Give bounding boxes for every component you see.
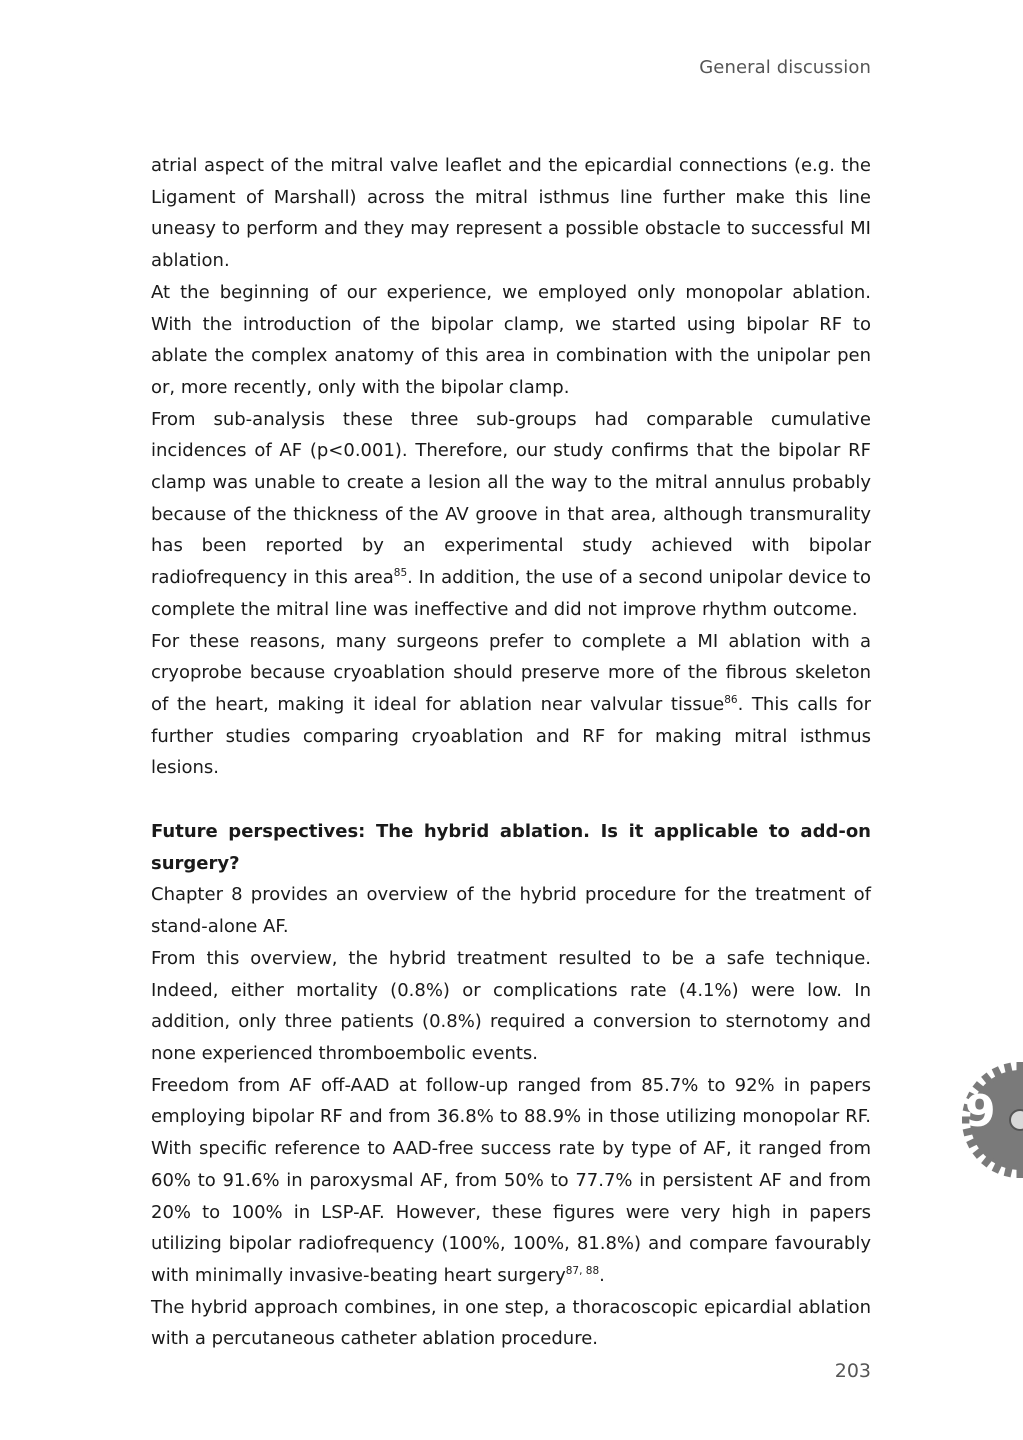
gear-hub <box>1010 1110 1023 1130</box>
chapter-number: 9 <box>965 1086 996 1137</box>
reference-superscript: 86 <box>724 693 738 706</box>
chapter-tab <box>962 1062 1023 1178</box>
paragraph-text: For these reasons, many surgeons prefer to complete a MI ablation with a cryoprobe because cryoablation should preserve more of the fibrous skeleton of the heart, making it ideal for ablation near valvular tissue <box>151 630 871 715</box>
paragraph: At the beginning of our experience, we employed only monopolar ablation. With the introduction of the bipolar clamp, we started using bipolar RF to ablate the complex anatomy of this area in combination with the unipolar pen or, more recently, only with the bipolar clamp. <box>151 281 871 398</box>
gear-tooth <box>1017 1062 1023 1074</box>
reference-superscript: 85 <box>393 567 408 580</box>
paragraph-text: From sub-analysis these three sub-groups had comparable cumulative incidences of AF (p<0.001). Therefore, our study confirms that the bipolar RF clamp was unable to create a lesion all the way to the mitral annulus probably because of the thickness of the AV groove in that area, although transmurality has been reported by an experimental study achieved with bipolar radiofrequency in this area <box>151 408 871 589</box>
paragraph-text: . In addition, the use of a second unipolar device to complete the mitral line was ineffective and did not improve rhythm outcome. <box>151 567 871 620</box>
paragraph <box>151 1070 871 1292</box>
paragraph: The hybrid approach combines, in one step, a thoracoscopic epicardial ablation with a percutaneous catheter ablation procedure. <box>151 1296 871 1350</box>
reference-superscript: 87, 88 <box>565 1264 600 1277</box>
paragraph-text: Freedom from AF off-AAD at follow-up ranged from 85.7% to 92% in papers employing bipolar RF and from 36.8% to 88.9% in those utilizing monopolar RF. With specific reference to AAD-free success rate by type of AF, it ranged from 60% to 91.6% in paroxysmal AF, from 50% to 77.7% in persistent AF and from 20% to 100% in LSP-AF. However, these figures were very high in papers utilizing bipolar radiofrequency (100%, 100%, 81.8%) and compare favourably with minimally invasive-beating heart surgery <box>151 1074 871 1286</box>
body-text <box>151 150 871 1355</box>
paragraph-text: . <box>599 1264 605 1286</box>
paragraph-text: . This calls for further studies comparing cryoablation and RF for making mitral isthmus lesions. <box>151 693 871 779</box>
paragraph <box>151 404 871 626</box>
section-heading: Future perspectives: The hybrid ablation. Is it applicable to add-on surgery? <box>151 821 871 874</box>
paragraph: atrial aspect of the mitral valve leaflet and the epicardial connections (e.g. the Ligament of Marshall) across the mitral isthmus line further make this line uneasy to perform and they may represent a possible obstacle to successful MI ablation. <box>151 155 871 272</box>
gear-tooth <box>1017 1166 1023 1178</box>
paragraph: From this overview, the hybrid treatment resulted to be a safe technique. Indeed, either mortality (0.8%) or complications rate (4.1%) were low. In addition, only three patients (0.8%) required a conversion to sternotomy and none experienced thromboembolic events. <box>151 947 871 1064</box>
running-header: General discussion <box>699 57 871 78</box>
paragraph <box>151 626 871 785</box>
paragraph: Chapter 8 provides an overview of the hybrid procedure for the treatment of stand-alone AF. <box>151 884 871 938</box>
page-number: 203 <box>834 1360 871 1382</box>
